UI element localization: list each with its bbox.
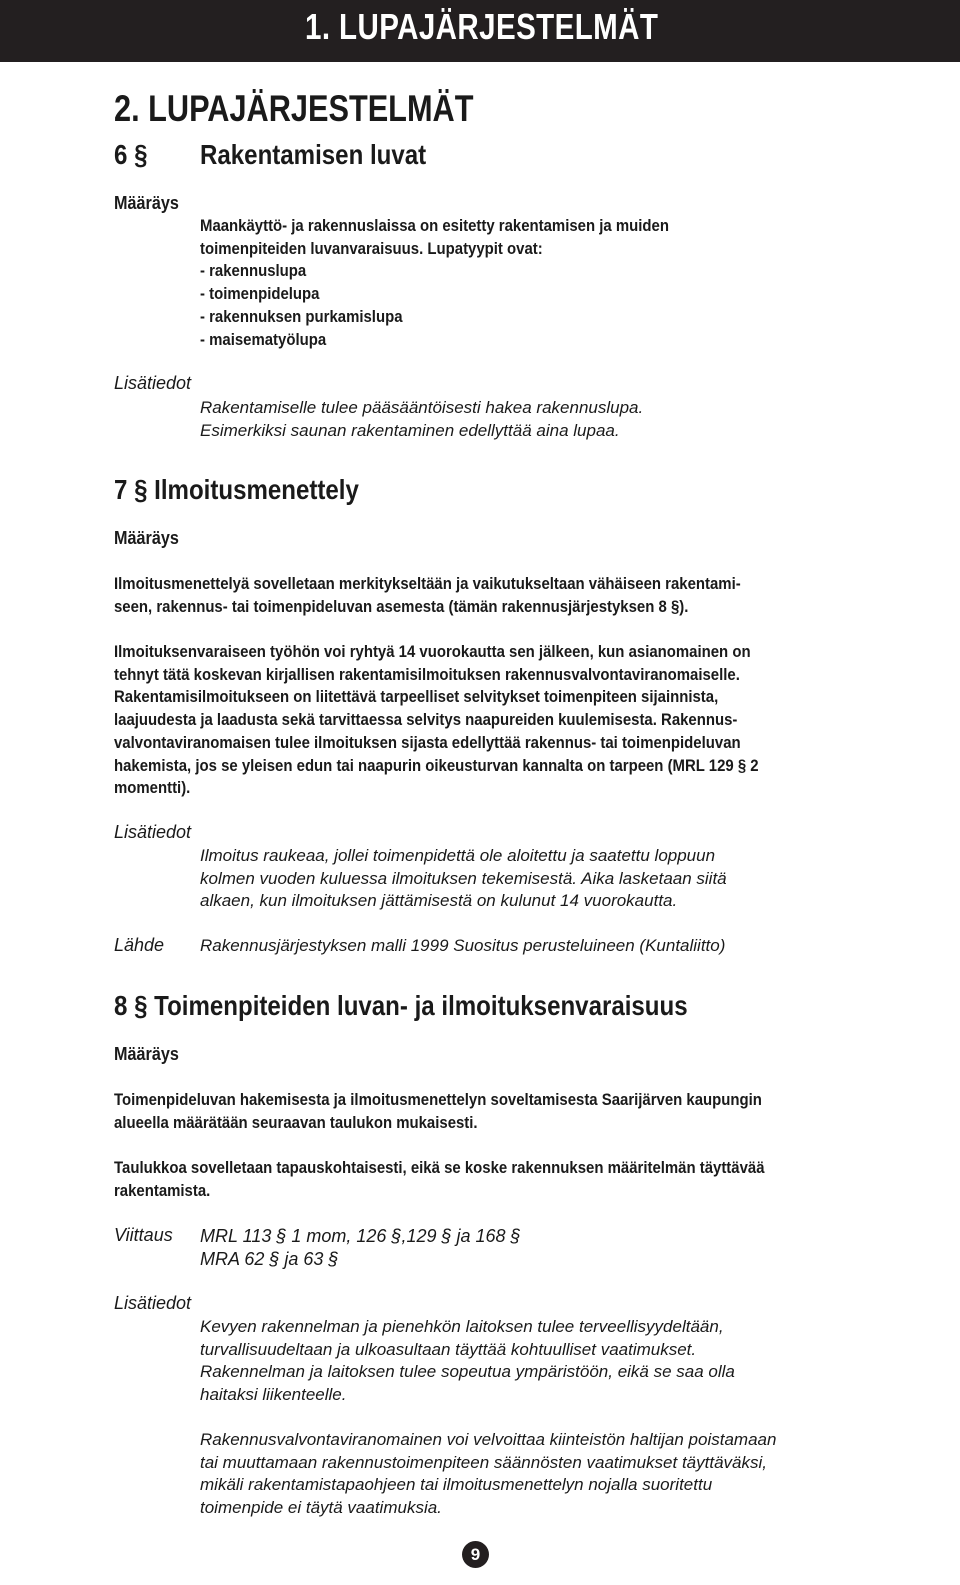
text-line: alkaen, kun ilmoituksen jättämisestä on kulunut 14 vuorokautta.	[200, 891, 678, 911]
text-line: Kevyen rakennelman ja pienehkön laitoksen tulee terveellisyydeltään,	[200, 1317, 724, 1336]
text-line: laajuudesta ja laadusta sekä tarvittaessa selvitys naapureiden kuulemisesta. Rakennus-	[114, 710, 738, 730]
s8-lisatiedot-paragraph-1	[200, 1316, 735, 1407]
text-line: Ilmoitus raukeaa, jollei toimenpidettä ole aloitettu ja saatettu loppuun	[200, 846, 716, 865]
s7-paragraph-1	[114, 573, 741, 618]
chapter-title: 2. LUPAJÄRJESTELMÄT	[114, 88, 474, 129]
s8-paragraph-2	[114, 1157, 765, 1202]
s6-maarays-label: Määräys	[114, 193, 179, 213]
list-item: - rakennuksen purkamislupa	[200, 306, 403, 326]
s8-viittaus-label: Viittaus	[114, 1225, 173, 1245]
s6-lisatiedot-label: Lisätiedot	[114, 373, 192, 393]
s7-paragraph-2	[114, 641, 759, 800]
text-line: toimenpiteiden luvanvaraisuus. Lupatyypit ovat:	[200, 238, 543, 258]
text-line: rakentamista.	[114, 1180, 211, 1200]
text-line: Rakennusvalvontaviranomainen voi velvoittaa kiinteistön haltijan poistamaan	[200, 1430, 777, 1449]
page-number-badge: 9	[462, 1541, 489, 1568]
s7-lisatiedot-label: Lisätiedot	[114, 822, 192, 842]
top-banner	[0, 0, 960, 62]
text-line: turvallisuudeltaan ja ulkoasultaan täyttää kohtuulliset vaatimukset.	[200, 1339, 697, 1359]
text-line: valvontaviranomaisen tulee ilmoituksen sijasta edellyttää rakennus- tai toimenpideluvan	[114, 732, 741, 752]
text-line: toimenpide ei täytä vaatimuksia.	[200, 1498, 442, 1518]
s7-lahde-label: Lähde	[114, 935, 165, 955]
s8-viittaus-text	[200, 1225, 521, 1270]
text-line: Ilmoituksenvaraiseen työhön voi ryhtyä 14 vuorokautta sen jälkeen, kun asianomainen on	[114, 642, 751, 661]
text-line: momentti).	[114, 778, 191, 798]
text-line: Rakennelman ja laitoksen tulee sopeutua ympäristöön, eikä se saa olla	[200, 1362, 735, 1382]
text-line: MRA 62 § ja 63 §	[200, 1248, 339, 1269]
s8-lisatiedot-label: Lisätiedot	[114, 1293, 192, 1313]
text-line: Ilmoitusmenettelyä sovelletaan merkitykseltään ja vaikutukseltaan vähäiseen rakentami-	[114, 574, 741, 593]
text-line: Toimenpideluvan hakemisesta ja ilmoitusmenettelyn soveltamisesta Saarijärven kaupungin	[114, 1090, 762, 1109]
text-line: Rakentamiselle tulee pääsääntöisesti hakea rakennuslupa.	[200, 398, 644, 417]
text-line: tai muuttamaan rakennustoimenpiteen säännösten vaatimukset täyttäväksi,	[200, 1452, 767, 1472]
section-6-title: Rakentamisen luvat	[200, 139, 427, 170]
s7-lisatiedot-text	[200, 845, 727, 913]
text-line: hakemista, jos se yleisen edun tai naapurin oikeusturvan kannalta on tarpeen (MRL 129 § 2	[114, 755, 759, 775]
text-line: Taulukkoa sovelletaan tapauskohtaisesti, eikä se koske rakennuksen määritelmän täyttävää	[114, 1158, 765, 1177]
text-line: seen, rakennus- tai toimenpideluvan asemesta (tämän rakennusjärjestyksen 8 §).	[114, 596, 689, 616]
section-6-number: 6 §	[114, 139, 148, 170]
s8-lisatiedot-paragraph-2	[200, 1429, 776, 1520]
s6-lisatiedot-text	[200, 397, 643, 442]
text-line: kolmen vuoden kuluessa ilmoituksen tekemisestä. Aika lasketaan siitä	[200, 868, 727, 888]
text-line: mikäli rakentamistapaohjeen tai ilmoitusmenettelyn nojalla suoritettu	[200, 1475, 713, 1495]
list-item: - maisematyölupa	[200, 329, 327, 349]
text-line: haitaksi liikenteelle.	[200, 1385, 347, 1405]
s8-paragraph-1	[114, 1089, 762, 1134]
list-item: - toimenpidelupa	[200, 284, 320, 304]
text-line: Rakentamisilmoitukseen on liitettävä tarpeelliset selvitykset toimenpiteen sijainnista,	[114, 687, 719, 707]
s6-maarays-text	[200, 215, 669, 351]
s7-lahde-text: Rakennusjärjestyksen malli 1999 Suositus perusteluineen (Kuntaliitto)	[200, 936, 726, 955]
banner-title: 1. LUPAJÄRJESTELMÄT	[305, 6, 659, 47]
text-line: Maankäyttö- ja rakennuslaissa on esitetty rakentamisen ja muiden	[200, 216, 669, 235]
text-line: Esimerkiksi saunan rakentaminen edellyttää aina lupaa.	[200, 420, 620, 440]
section-7-heading: 7 § Ilmoitusmenettely	[114, 474, 359, 505]
text-line: tehnyt tätä koskevan kirjallisen rakentamisilmoituksen rakennusvalvontaviranomaiselle.	[114, 664, 740, 684]
text-line: MRL 113 § 1 mom, 126 §,129 § ja 168 §	[200, 1226, 521, 1246]
list-item: - rakennuslupa	[200, 261, 307, 281]
s7-maarays-label: Määräys	[114, 528, 179, 548]
text-line: alueella määrätään seuraavan taulukon mukaisesti.	[114, 1112, 478, 1132]
s8-maarays-label: Määräys	[114, 1044, 179, 1064]
section-8-heading: 8 § Toimenpiteiden luvan- ja ilmoituksenvaraisuus	[114, 990, 688, 1021]
